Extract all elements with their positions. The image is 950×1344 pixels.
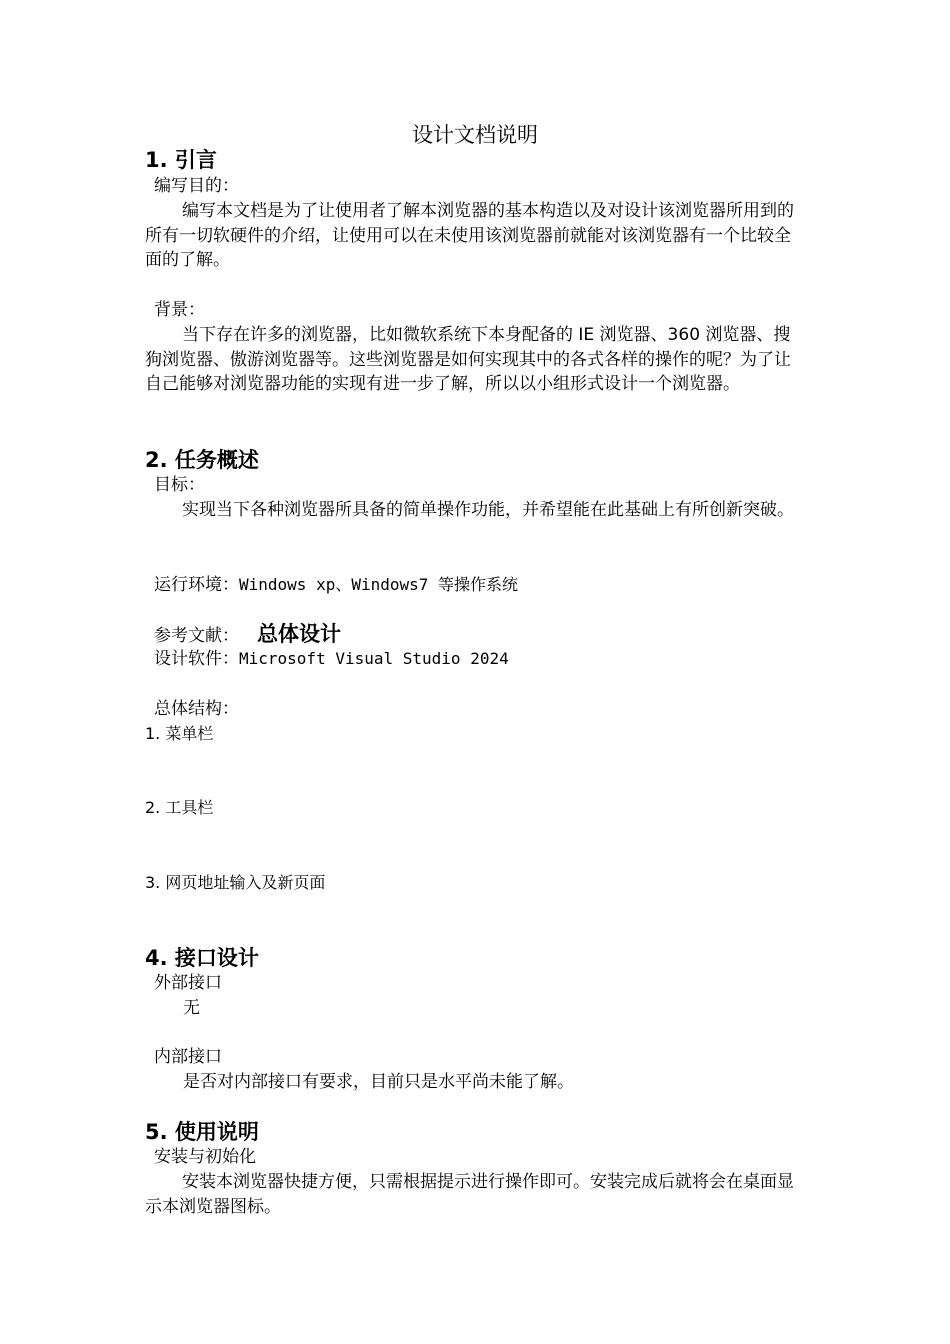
environment-value: Windows xp、Windows7 等操作系统: [239, 575, 519, 594]
structure-item-toolbar: 2. 工具栏: [145, 798, 214, 817]
software-label: 设计软件：: [154, 649, 239, 669]
internal-interface-label: 内部接口: [154, 1047, 222, 1067]
section-heading-task-overview: 2. 任务概述: [145, 448, 259, 472]
overall-design-heading: 总体设计: [257, 622, 341, 646]
references-line: [154, 624, 341, 645]
internal-interface-value: 是否对内部接口有要求，目前只是水平尚未能了解。: [183, 1072, 574, 1092]
structure-label: 总体结构：: [154, 699, 239, 719]
section-heading-interface-design: 4. 接口设计: [145, 946, 259, 970]
install-label: 安装与初始化: [154, 1147, 256, 1167]
structure-item-address-bar: 3. 网页地址输入及新页面: [145, 873, 326, 892]
section-heading-usage: 5. 使用说明: [145, 1120, 259, 1144]
software-value: Microsoft Visual Studio 2024: [239, 649, 509, 668]
environment-label: 运行环境：: [154, 575, 239, 595]
structure-item-menubar: 1. 菜单栏: [145, 724, 214, 743]
purpose-paragraph: 编写本文档是为了让使用者了解本浏览器的基本构造以及对设计该浏览器所用到的所有一切软硬件的介绍，让使用可以在未使用该浏览器前就能对该浏览器有一个比较全面的了解。: [145, 201, 794, 271]
references-label: 参考文献：: [154, 626, 239, 646]
external-interface-value: 无: [183, 998, 200, 1018]
purpose-label: 编写目的：: [154, 176, 239, 196]
external-interface-label: 外部接口: [154, 973, 222, 993]
software-line: [154, 651, 509, 668]
goal-label: 目标：: [154, 475, 205, 495]
goal-paragraph: 实现当下各种浏览器所具备的简单操作功能，并希望能在此基础上有所创新突破。: [182, 500, 794, 520]
install-paragraph: 安装本浏览器快捷方便，只需根据提示进行操作即可。安装完成后就将会在桌面显示本浏览器图标。: [145, 1172, 794, 1217]
environment-line: [154, 577, 518, 594]
background-label: 背景：: [154, 300, 205, 320]
background-paragraph: 当下存在许多的浏览器，比如微软系统下本身配备的 IE 浏览器、360 浏览器、搜狗浏览器、傲游浏览器等。这些浏览器是如何实现其中的各式各样的操作的呢？为了让自己能够对浏览器功能的实现有进一步了解，所以以小组形式设计一个浏览器。: [145, 325, 791, 395]
section-heading-introduction: 1. 引言: [145, 148, 217, 172]
document-title: 设计文档说明: [412, 123, 538, 147]
